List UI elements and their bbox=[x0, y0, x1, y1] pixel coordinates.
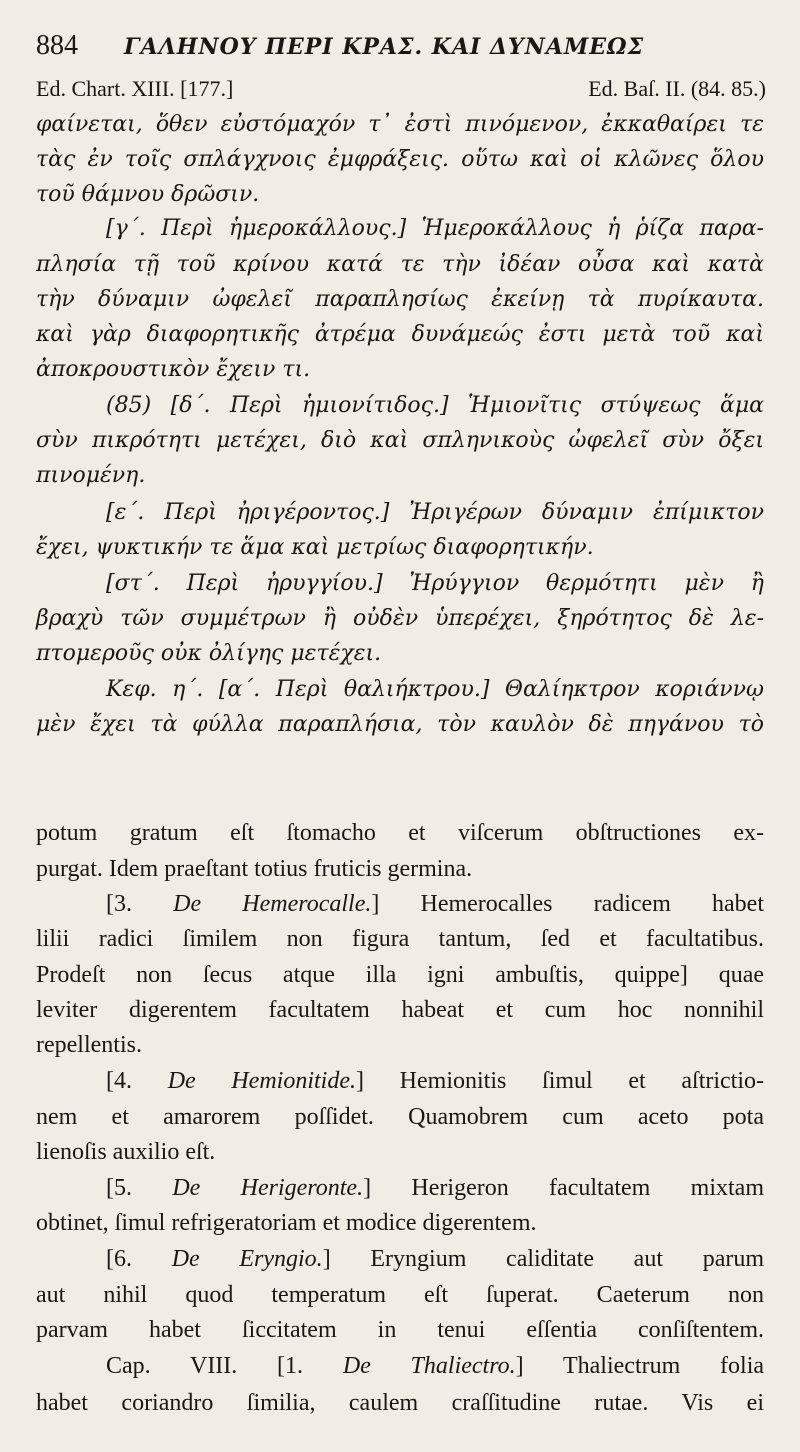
section-number: [6. bbox=[106, 1246, 172, 1272]
latin-line: purgat. Idem praeſtant totius fruticis germina. bbox=[36, 856, 473, 882]
section-heading: De Hemionitide. bbox=[167, 1068, 356, 1094]
latin-line: aut nihil quod temperatum eſt ſuperat. Caeterum non bbox=[36, 1282, 764, 1308]
chapter-label: Cap. VIII. [1. bbox=[106, 1353, 343, 1379]
running-header bbox=[36, 28, 776, 68]
greek-line: πινομένη. bbox=[36, 463, 146, 488]
section-heading: De Thaliectro. bbox=[342, 1353, 516, 1379]
section-number: [3. bbox=[106, 891, 174, 917]
section-text: ] Thaliectrum folia bbox=[515, 1353, 765, 1379]
section-heading: De Eryngio. bbox=[171, 1246, 323, 1272]
greek-line: [στ΄. Περὶ ἠρυγγίου.] Ἠρύγγιον θερμότητι μὲν ἢ bbox=[106, 571, 764, 596]
section-text: ] Hemionitis ſimul et aſtrictio- bbox=[356, 1068, 765, 1094]
latin-line bbox=[106, 891, 764, 918]
section-heading: De Herigeronte. bbox=[172, 1175, 364, 1201]
running-title: ΓΑΛΗΝΟΥ ΠΕΡΙ ΚΡΑΣ. ΚΑΙ ΔΥΝΑΜΕΩΣ bbox=[124, 34, 645, 60]
section-number: [4. bbox=[106, 1068, 168, 1094]
latin-line: lienoſis auxilio eſt. bbox=[36, 1139, 216, 1165]
greek-line: ἔχει, ψυκτικήν τε ἅμα καὶ μετρίως διαφορητικήν. bbox=[36, 535, 594, 560]
latin-line: habet coriandro ſimilia, caulem craſſitudine rutae. Vis ei bbox=[36, 1390, 764, 1416]
latin-line: potum gratum eſt ſtomacho et viſcerum obſtructiones ex- bbox=[36, 820, 764, 846]
greek-line: (85) [δ΄. Περὶ ἡμιονίτιδος.] Ἡμιονῖτις στύψεως ἅμα bbox=[106, 393, 764, 418]
greek-line: τὴν δύναμιν ὠφελεῖ παραπλησίως ἐκείνῃ τὰ πυρίκαυτα. bbox=[36, 287, 764, 312]
latin-line: nem et amarorem poſſidet. Quamobrem cum aceto pota bbox=[36, 1104, 764, 1130]
greek-line: πτομεροῦς οὐκ ὀλίγης μετέχει. bbox=[36, 641, 382, 666]
greek-line: βραχὺ τῶν συμμέτρων ἢ οὐδὲν ὑπερέχει, ξηρότητος δὲ λε- bbox=[36, 606, 764, 631]
greek-line: [γ΄. Περὶ ἡμεροκάλλους.] Ἡμεροκάλλους ἡ ῥίζα παρα- bbox=[106, 216, 764, 241]
greek-line: τὰς ἐν τοῖς σπλάγχνοις ἐμφράξεις. οὕτω καὶ οἱ κλῶνες ὅλου bbox=[36, 147, 764, 172]
greek-line: σὺν πικρότητι μετέχει, διὸ καὶ σπληνικοὺς ὠφελεῖ σὺν ὄξει bbox=[36, 428, 764, 453]
greek-line: [ε΄. Περὶ ἠριγέροντος.] Ἠριγέρων δύναμιν ἐπίμικτον bbox=[106, 500, 764, 525]
greek-line: φαίνεται, ὅθεν εὐστόμαχόν τ᾽ ἐστὶ πινόμενον, ἐκκαθαίρει τε bbox=[36, 112, 764, 137]
latin-line: repellentis. bbox=[36, 1032, 142, 1058]
edition-basel: Ed. Baſ. II. (84. 85.) bbox=[588, 76, 766, 101]
latin-line bbox=[106, 1246, 764, 1273]
greek-line: καὶ γὰρ διαφορητικῆς ἀτρέμα δυνάμεώς ἐστι μετὰ τοῦ καὶ bbox=[36, 322, 764, 347]
latin-line bbox=[106, 1353, 764, 1380]
section-text: ] Herigeron facultatem mixtam bbox=[363, 1175, 764, 1201]
section-number: [5. bbox=[106, 1175, 173, 1201]
greek-line: μὲν ἔχει τὰ φύλλα παραπλήσια, τὸν καυλὸν δὲ πηγάνου τὸ bbox=[36, 712, 764, 737]
greek-line: ἀποκρουστικὸν ἔχειν τι. bbox=[36, 357, 311, 382]
latin-line: obtinet, ſimul refrigeratoriam et modice digerentem. bbox=[36, 1210, 537, 1236]
section-text: ] Eryngium caliditate aut parum bbox=[322, 1246, 764, 1272]
edition-references bbox=[36, 76, 766, 106]
latin-line: lilii radici ſimilem non figura tantum, ſed et facultatibus. bbox=[36, 926, 764, 952]
latin-line: leviter digerentem facultatem habeat et cum hoc nonnihil bbox=[36, 997, 764, 1023]
section-heading: De Hemerocalle. bbox=[173, 891, 372, 917]
edition-chart: Ed. Chart. XIII. [177.] bbox=[36, 76, 234, 101]
greek-line: πλησία τῇ τοῦ κρίνου κατά τε τὴν ἰδέαν οὖσα καὶ κατὰ bbox=[36, 252, 764, 277]
section-text: ] Hemerocalles radicem habet bbox=[371, 891, 764, 917]
latin-line: Prodeſt non ſecus atque illa igni ambuſtis, quippe] quae bbox=[36, 962, 764, 988]
latin-line bbox=[106, 1068, 764, 1095]
greek-line: τοῦ θάμνου δρῶσιν. bbox=[36, 182, 260, 207]
latin-line bbox=[106, 1175, 764, 1202]
page-number: 884 bbox=[36, 30, 78, 61]
latin-line: parvam habet ſiccitatem in tenui eſſentia conſiſtentem. bbox=[36, 1317, 764, 1343]
greek-line: Κεφ. η΄. [α΄. Περὶ θαλιήκτρου.] Θαλίηκτρον κοριάννῳ bbox=[106, 677, 764, 702]
